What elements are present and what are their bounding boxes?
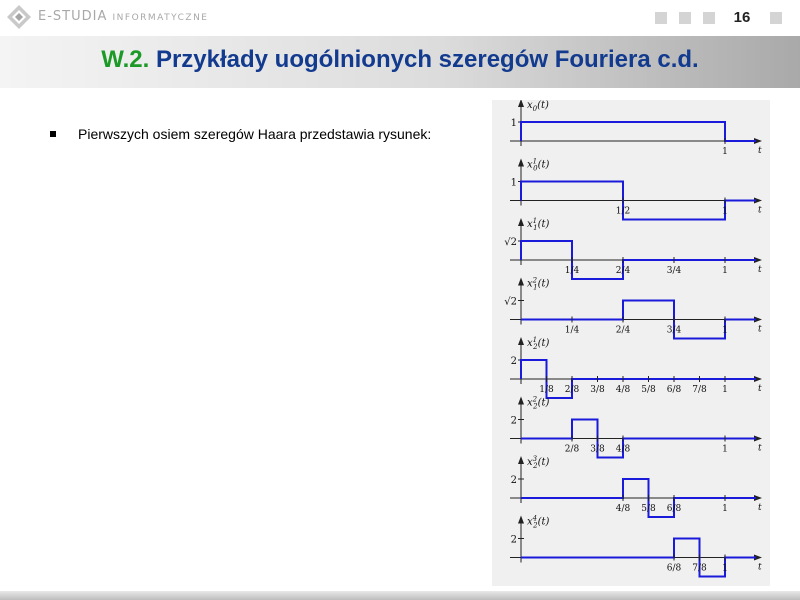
time-axis-label: t <box>758 324 762 335</box>
function-label <box>527 396 549 411</box>
value-axis-arrow-icon <box>518 100 524 107</box>
footer-bar <box>0 591 800 600</box>
time-axis-label: t <box>758 205 762 216</box>
time-tick-label: 3/8 <box>590 444 605 455</box>
function-superscript: 1 <box>532 217 538 225</box>
slide-title-text: Przykłady uogólnionych szeregów Fouriera c.d. <box>155 46 699 73</box>
amplitude-label: √2 <box>504 296 517 308</box>
function-subscript: 1 <box>533 283 538 292</box>
time-tick-label: 2/4 <box>615 266 631 276</box>
haar-panel-0 <box>510 100 762 157</box>
value-axis-arrow-icon <box>518 278 524 286</box>
time-tick-label: 4/8 <box>615 385 631 395</box>
bullet-text: Pierwszych osiem szeregów Haara przedstawia rysunek: <box>78 126 432 142</box>
time-tick-label: 1/8 <box>539 385 554 395</box>
value-axis-arrow-icon <box>518 397 524 405</box>
value-axis-arrow-icon <box>518 516 524 524</box>
amplitude-label: 2 <box>510 534 517 546</box>
haar-panel-4 <box>510 336 762 398</box>
time-tick-label: 1 <box>722 266 728 276</box>
function-symbol: x <box>527 219 533 230</box>
function-subscript: 0 <box>533 164 538 173</box>
time-tick-label: 4/8 <box>615 504 631 514</box>
time-tick-label: 1 <box>722 563 728 574</box>
nav-square-2-button[interactable] <box>679 12 691 24</box>
time-tick-label: 1/4 <box>564 266 580 276</box>
function-symbol: x <box>527 516 533 528</box>
logo-main-text: E-STUDIA <box>38 9 108 24</box>
time-tick-label: 3/4 <box>666 266 682 276</box>
logo-diamond-icon <box>6 4 32 30</box>
function-subscript: 2 <box>533 402 538 411</box>
haar-panel-3 <box>504 277 762 339</box>
slide-title <box>0 46 800 74</box>
time-tick-label: 1/4 <box>564 325 580 336</box>
nav-square-4-button[interactable] <box>770 12 782 24</box>
function-superscript: 3 <box>532 455 538 463</box>
time-tick-label: 6/8 <box>666 563 682 574</box>
value-axis-arrow-icon <box>518 337 524 345</box>
function-argument: (t) <box>537 397 550 409</box>
function-subscript: 2 <box>533 462 538 470</box>
function-symbol: x <box>527 278 533 290</box>
function-symbol: x <box>527 457 533 468</box>
time-tick-label: 1 <box>722 147 728 157</box>
function-label <box>527 455 549 470</box>
logo-sub-text: INFORMATYCZNE <box>112 13 209 23</box>
time-axis-label: t <box>758 443 762 454</box>
nav-square-1-button[interactable] <box>655 12 667 24</box>
time-tick-label: 1 <box>722 444 728 455</box>
time-tick-label: 6/8 <box>666 385 682 395</box>
value-axis-arrow-icon <box>518 159 524 167</box>
time-tick-label: 7/8 <box>692 385 707 395</box>
amplitude-label: 2 <box>510 415 517 427</box>
function-symbol: x <box>527 159 533 171</box>
time-tick-label: 7/8 <box>692 563 707 574</box>
haara-series-figure <box>492 100 770 586</box>
time-tick-label: 3/8 <box>590 385 605 395</box>
amplitude-label: 2 <box>510 475 517 486</box>
function-argument: (t) <box>537 338 550 349</box>
haar-panel-7 <box>510 515 762 577</box>
function-label <box>527 158 549 173</box>
function-argument: (t) <box>537 457 550 468</box>
function-subscript: 1 <box>533 224 538 232</box>
page-number: 16 <box>733 9 751 26</box>
function-label <box>527 336 549 351</box>
time-tick-label: 3/4 <box>666 325 682 336</box>
haar-panel-5 <box>510 396 762 458</box>
slide-header <box>0 0 800 36</box>
slide-title-number: W.2. <box>101 46 150 73</box>
function-symbol: x <box>527 100 533 111</box>
time-tick-label: 2/8 <box>564 444 580 455</box>
time-tick-label: 1/2 <box>615 206 631 217</box>
nav-square-3-button[interactable] <box>703 12 715 24</box>
function-superscript: 1 <box>532 157 538 166</box>
value-axis-arrow-icon <box>518 456 524 464</box>
time-tick-label: 1 <box>722 206 728 217</box>
haar-waveform <box>521 420 756 458</box>
time-axis-label: t <box>758 265 762 275</box>
function-subscript: 2 <box>533 521 538 530</box>
amplitude-label: 1 <box>510 118 517 129</box>
function-label <box>527 100 549 113</box>
function-argument: (t) <box>537 100 549 111</box>
time-axis-label: t <box>758 562 762 573</box>
function-label <box>527 277 549 292</box>
logo-text <box>38 9 209 24</box>
time-tick-label: 4/8 <box>615 444 631 455</box>
amplitude-label: 1 <box>510 177 517 189</box>
amplitude-label: 2 <box>510 356 517 367</box>
function-subscript: 2 <box>533 343 538 351</box>
function-superscript: 2 <box>532 395 538 404</box>
function-argument: (t) <box>537 159 550 171</box>
function-argument: (t) <box>537 516 550 528</box>
time-tick-label: 5/8 <box>641 385 656 395</box>
time-axis-label: t <box>758 384 762 394</box>
haar-panel-1 <box>510 158 762 220</box>
time-tick-label: 1 <box>722 504 728 514</box>
amplitude-label: √2 <box>504 237 517 248</box>
function-symbol: x <box>527 397 533 409</box>
time-tick-label: 2/8 <box>564 385 580 395</box>
haar-panel-6 <box>510 455 762 517</box>
function-superscript: 4 <box>532 514 538 523</box>
bullet-square-icon <box>50 131 56 137</box>
function-label <box>527 217 549 232</box>
time-tick-label: 1 <box>722 385 728 395</box>
logo <box>6 4 226 32</box>
haara-series-svg <box>492 100 770 586</box>
function-argument: (t) <box>537 278 550 290</box>
haar-panel-2 <box>504 217 762 279</box>
function-subscript: 0 <box>532 105 538 113</box>
function-superscript: 2 <box>532 276 538 285</box>
time-tick-label: 6/8 <box>666 504 682 514</box>
function-symbol: x <box>527 338 533 349</box>
time-axis-label: t <box>758 503 762 513</box>
function-argument: (t) <box>537 219 550 230</box>
time-axis-label: t <box>758 146 762 156</box>
time-tick-label: 5/8 <box>641 504 656 514</box>
haar-waveform <box>521 122 756 141</box>
value-axis-arrow-icon <box>518 218 524 226</box>
function-label <box>527 515 549 530</box>
time-tick-label: 2/4 <box>615 325 631 336</box>
time-tick-label: 1 <box>722 325 728 336</box>
function-superscript: 1 <box>532 336 538 344</box>
